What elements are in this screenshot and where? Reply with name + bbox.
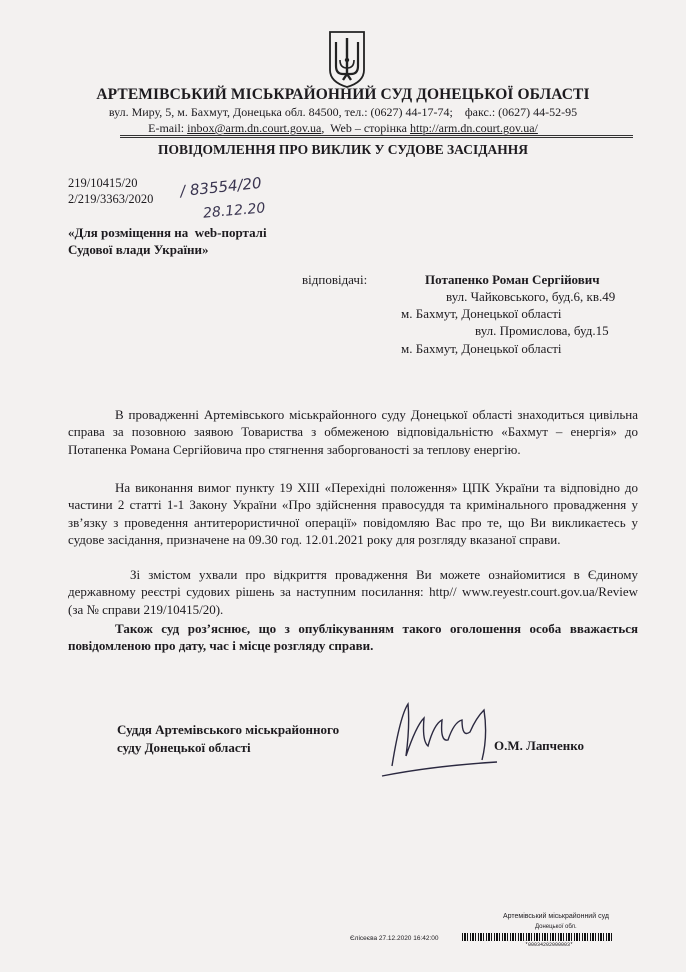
website-link[interactable]: http://arm.dn.court.gov.ua/ [410, 121, 538, 135]
registration-stamp: Єлісеєва 27.12.2020 16:42:00 [350, 935, 439, 942]
proceeding-number: 2/219/3363/2020 [68, 192, 154, 206]
web-placement-note: «Для розміщення на web-порталі [68, 225, 267, 240]
respondent-address-line: м. Бахмут, Донецької області [401, 306, 562, 321]
header-divider-second [120, 137, 633, 138]
body-paragraph-bold: Також суд роз’яснює, що з опублікуванням такого оголошення особа вважається повідомленою про дату, час і місце розгляду справи. [68, 621, 638, 654]
body-paragraph: В провадженні Артемівського міськрайонного суду Донецької області знаходиться цивільна справа за позовною заявою Товариства з обмеженою відповідальністю «Бахмут – енергія» до Потапенка Романа Сергійовича про стягнення заборгованості за теплову енергію. [68, 407, 638, 457]
respondent-address-line: м. Бахмут, Донецької області [401, 341, 562, 356]
barcode-icon [462, 933, 612, 941]
body-paragraph: На виконання вимог пункту 19 XIII «Перехідні положення» ЦПК України та відповідно до частини 2 статті 1-1 Закону України «Про здійснення правосуддя та кримінального провадження у зв’язку з проведення антитерористичної операції» повідомляю Вас про те, що Ви викликаєтесь у судове засідання, призначене на 09.30 год. 12.01.2021 року для розгляду вказаної справи. [68, 480, 638, 547]
judge-position: Суддя Артемівського міськрайонного [117, 722, 340, 737]
body-paragraph: Зі змістом ухвали про відкриття провадження Ви можете ознайомитися в Єдиному державному реєстрі судових рішень за наступним посилання: http// www.reyestr.court.gov.ua/Review (за № справи 219/10415/20). [68, 567, 638, 617]
web-placement-note-line2: Судової влади України» [68, 242, 209, 257]
registration-region: Донецької обл. [535, 924, 577, 930]
court-name: АРТЕМІВСЬКИЙ МІСЬКРАЙОННИЙ СУД ДОНЕЦЬКОЇ ОБЛАСТІ [96, 86, 590, 103]
document-title: ПОВІДОМЛЕННЯ ПРО ВИКЛИК У СУДОВЕ ЗАСІДАННЯ [157, 142, 529, 157]
handwritten-outgoing-number: / 83554/20 [179, 173, 263, 201]
respondent-address-line: вул. Чайковського, буд.6, кв.49 [446, 289, 616, 304]
respondent-label: відповідачі: [302, 272, 368, 287]
registration-court: Артемівський міськрайонний суд [503, 913, 609, 920]
header-divider [120, 135, 633, 136]
barcode-number: *00034202000003* [525, 942, 574, 948]
email-link[interactable]: inbox@arm.dn.court.gov.ua [187, 121, 322, 135]
handwritten-date: 28.12.20 [202, 200, 266, 222]
court-contacts [0, 121, 686, 136]
case-number: 219/10415/20 [68, 176, 138, 190]
court-address: вул. Миру, 5, м. Бахмут, Донецька обл. 84500, тел.: (0627) 44-17-74; факс.: (0627) 44-52-95 [108, 105, 578, 119]
judge-position-line2: суду Донецької області [117, 740, 251, 755]
respondent-address-line: вул. Промислова, буд.15 [475, 323, 609, 338]
judge-name: О.М. Лапченко [494, 738, 585, 753]
respondent-name: Потапенко Роман Сергійович [425, 272, 600, 287]
handwritten-signature [372, 696, 507, 786]
web-label: , Web – сторінка [321, 121, 410, 135]
email-label: E-mail: [148, 121, 188, 135]
trident-coat-of-arms-icon [327, 30, 367, 88]
